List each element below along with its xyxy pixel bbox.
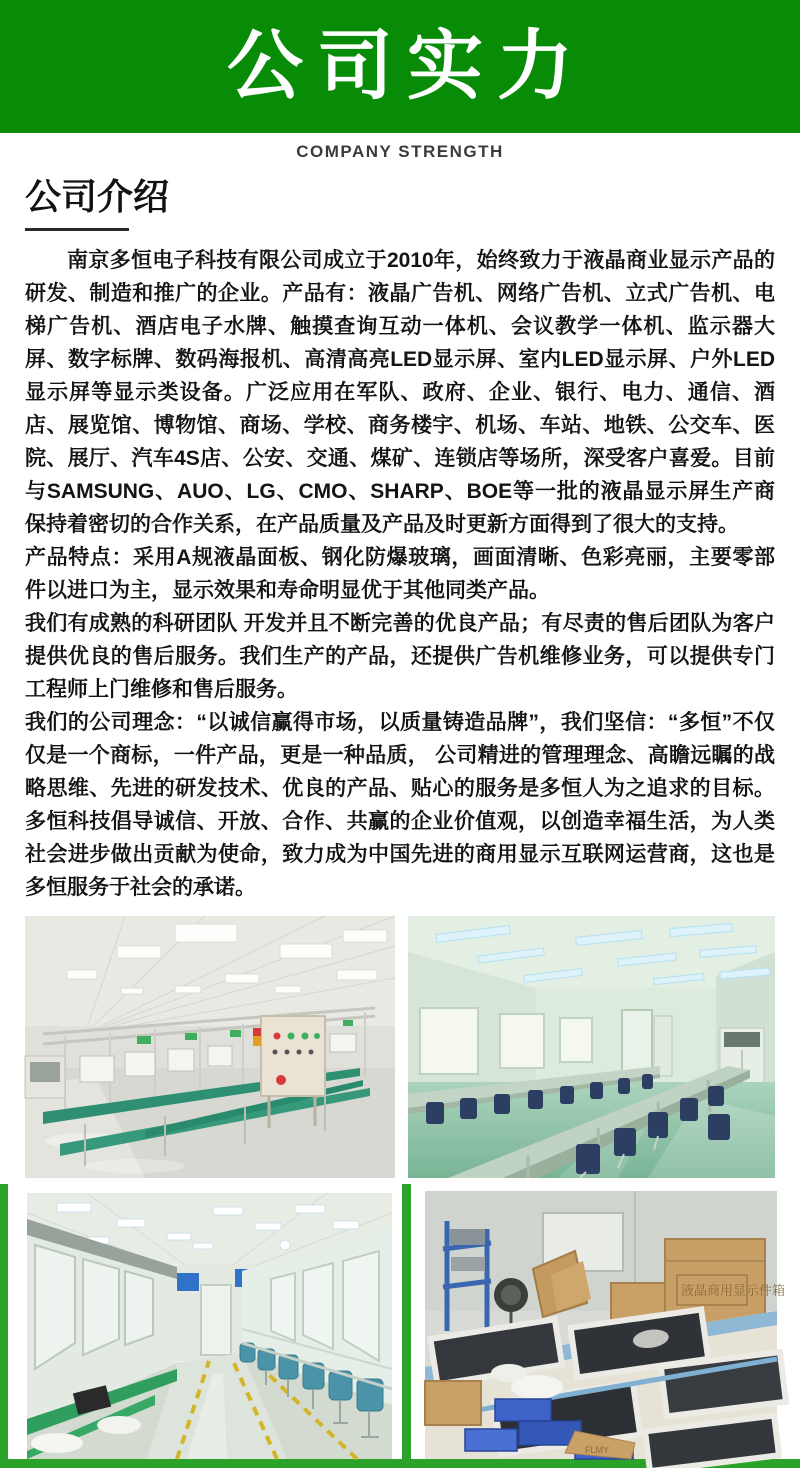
- factory-photo-workbenches: [408, 916, 775, 1178]
- factory-photo-cleanroom-line: [27, 1193, 392, 1459]
- assembly-line-photo-illustration: [25, 916, 395, 1178]
- photo-row-2-green-frame: [0, 1184, 800, 1468]
- banner: [0, 0, 800, 133]
- photo-card-left: [8, 1184, 402, 1459]
- section-title-underline: [25, 228, 129, 231]
- workbench-room-photo-illustration: [408, 916, 775, 1178]
- factory-photo-assembly-line: [25, 916, 395, 1178]
- intro-paragraph-3: 我们有成熟的科研团队 开发并且不断完善的优良产品；有尽责的售后团队为客户提供优良的售后服务。我们生产的产品，还提供广告机维修业务，可以提供专门工程师上门维修和售后服务。: [25, 611, 775, 701]
- section-title: 公司介绍: [25, 176, 170, 217]
- intro-paragraph-4: 我们的公司理念：“以诚信赢得市场，以质量铸造品牌”，我们坚信：“多恒”不仅仅是一个商标，一件产品，更是一种品质， 公司精进的管理理念、高瞻远瞩的战略思维、先进的研发技术、优良的产品、贴心的服务是多恒人为之追求的目标。多恒科技倡导诚信、开放、合作、共赢的企业价值观，以创造幸福生活，为人类社会进步做出贡献为使命，致力成为中国先进的商用显示互联网运营商，这也是多恒服务于社会的承诺。: [25, 710, 775, 899]
- company-introduction: [25, 244, 775, 904]
- svg-text:FLMY: FLMY: [585, 1444, 610, 1455]
- banner-title: 公司实力: [227, 24, 587, 109]
- packing-area-photo-illustration: [425, 1191, 786, 1459]
- intro-paragraph-2: 产品特点：采用A规液晶面板、钢化防爆玻璃，画面清晰、色彩亮丽，主要零部件以进口为主，显示效果和寿命明显优于其他同类产品。: [25, 545, 775, 602]
- intro-paragraph-1: 南京多恒电子科技有限公司成立于2010年，始终致力于液晶商业显示产品的研发、制造和推广的企业。产品有：液晶广告机、网络广告机、立式广告机、电梯广告机、酒店电子水牌、触摸查询互动一体机、会议教学一体机、监示器大屏、数字标牌、数码海报机、高清高亮LED显示屏、室内LED显示屏、户外LED显示屏等显示类设备。广泛应用在军队、政府、企业、银行、电力、通信、酒店、展览馆、博物馆、商场、学校、商务楼宇、机场、车站、地铁、公交车、医院、展厅、汽车4S店、公安、交通、煤矿、连锁店等场所，深受客户喜爱。目前与SAMSUNG、AUO、LG、CMO、SHARP、BOE等一批的液晶显示屏生产商保持着密切的合作关系，在产品质量及产品及时更新方面得到了很大的支持。: [25, 248, 775, 536]
- svg-text:液晶商用显示件箱: 液晶商用显示件箱: [681, 1282, 786, 1298]
- cleanroom-line-photo-illustration: [27, 1193, 392, 1459]
- photo-row-1: [25, 916, 775, 1178]
- section-head: [25, 177, 800, 231]
- photo-card-right: [411, 1184, 800, 1459]
- banner-subtitle: COMPANY STRENGTH: [296, 142, 504, 161]
- factory-photo-packing-area: [425, 1191, 786, 1459]
